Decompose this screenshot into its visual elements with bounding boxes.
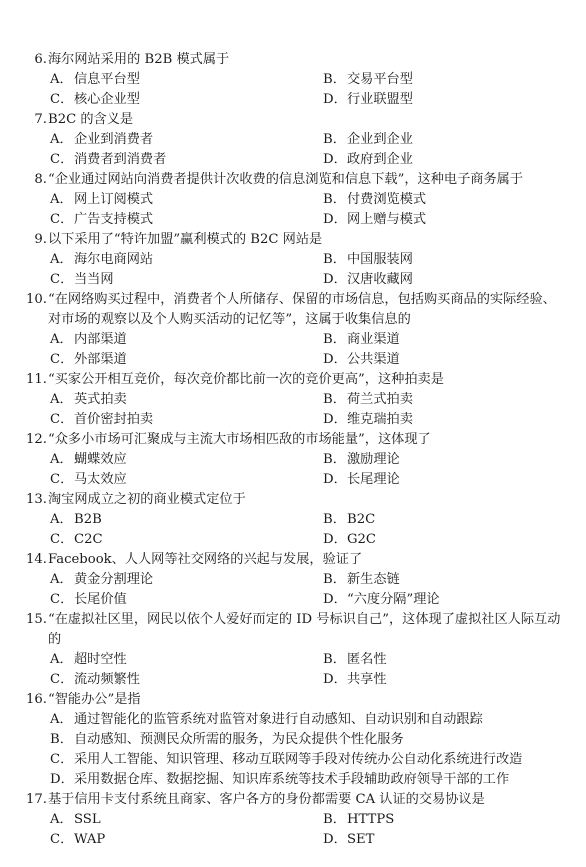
option-text: 超时空性 bbox=[74, 652, 127, 667]
question-stem bbox=[0, 170, 586, 190]
option-text: 自动感知、预测民众所需的服务，为民众提供个性化服务 bbox=[74, 732, 404, 747]
options-row bbox=[0, 90, 586, 110]
options-row bbox=[0, 670, 586, 690]
option-c bbox=[50, 830, 105, 850]
option-d bbox=[323, 90, 413, 110]
question-8 bbox=[0, 170, 586, 230]
option-letter: B． bbox=[323, 572, 346, 587]
question-number: 7. bbox=[34, 112, 47, 127]
option-text: 公共渠道 bbox=[347, 352, 400, 367]
option-d bbox=[323, 210, 426, 230]
option-b bbox=[50, 730, 404, 750]
question-stem bbox=[0, 50, 586, 70]
option-letter: C． bbox=[50, 532, 74, 547]
option-letter: C． bbox=[50, 672, 74, 687]
question-number: 12. bbox=[26, 432, 47, 447]
options-row bbox=[0, 650, 586, 670]
options-row bbox=[0, 730, 586, 750]
options-row bbox=[0, 710, 586, 730]
question-11 bbox=[0, 370, 586, 430]
option-a bbox=[50, 70, 140, 90]
option-letter: D． bbox=[323, 412, 347, 427]
option-letter: D． bbox=[323, 832, 347, 847]
option-letter: D． bbox=[50, 772, 74, 787]
option-text: 共享性 bbox=[347, 672, 387, 687]
question-12 bbox=[0, 430, 586, 490]
question-stem bbox=[0, 690, 586, 710]
option-text: 激励理论 bbox=[347, 452, 400, 467]
option-text: 汉唐收藏网 bbox=[347, 272, 413, 287]
option-d bbox=[323, 670, 387, 690]
option-letter: B． bbox=[50, 732, 73, 747]
option-d bbox=[323, 590, 440, 610]
option-b bbox=[323, 330, 400, 350]
question-stem bbox=[0, 790, 586, 810]
options-row bbox=[0, 590, 586, 610]
option-b bbox=[323, 70, 413, 90]
options-row bbox=[0, 390, 586, 410]
option-d bbox=[323, 270, 413, 290]
option-text: 通过智能化的监管系统对监管对象进行自动感知、自动识别和自动跟踪 bbox=[74, 712, 483, 727]
options-row bbox=[0, 810, 586, 830]
question-stem bbox=[0, 110, 586, 130]
option-text: 消费者到消费者 bbox=[74, 152, 167, 167]
option-text: 商业渠道 bbox=[347, 332, 400, 347]
question-14 bbox=[0, 550, 586, 610]
question-15 bbox=[0, 610, 586, 690]
question-text: “众多小市场可汇聚成与主流大市场相匹敌的市场能量”，这体现了 bbox=[48, 432, 431, 447]
options-row bbox=[0, 250, 586, 270]
option-text: 采用人工智能、知识管理、移动互联网等手段对传统办公自动化系统进行改造 bbox=[74, 752, 523, 767]
question-text: “在网络购买过程中，消费者个人所储存、保留的市场信息，包括购买商品的实际经验、对市场的观察以及个人购买活动的记忆等”，这属于收集信息的 bbox=[48, 292, 556, 327]
option-text: 行业联盟型 bbox=[347, 92, 413, 107]
option-text: 马太效应 bbox=[74, 472, 127, 487]
option-letter: C． bbox=[50, 352, 74, 367]
option-text: 长尾理论 bbox=[347, 472, 400, 487]
option-letter: B． bbox=[323, 812, 346, 827]
option-text: 英式拍卖 bbox=[74, 392, 127, 407]
option-text: HTTPS bbox=[347, 812, 395, 827]
question-text: 海尔网站采用的 B2B 模式属于 bbox=[48, 52, 230, 67]
option-letter: D． bbox=[323, 92, 347, 107]
question-10 bbox=[0, 290, 586, 370]
option-c bbox=[50, 670, 140, 690]
options-row bbox=[0, 410, 586, 430]
option-letter: A． bbox=[50, 392, 73, 407]
option-letter: B． bbox=[323, 452, 346, 467]
option-letter: B． bbox=[323, 392, 346, 407]
question-text: “买家公开相互竞价，每次竞价都比前一次的竞价更高”，这种拍卖是 bbox=[48, 372, 444, 387]
options-row bbox=[0, 510, 586, 530]
option-letter: B． bbox=[323, 192, 346, 207]
option-d bbox=[323, 530, 376, 550]
option-b bbox=[323, 130, 413, 150]
question-number: 8. bbox=[34, 172, 47, 187]
option-letter: D． bbox=[323, 592, 347, 607]
question-number: 9. bbox=[34, 232, 47, 247]
option-a bbox=[50, 570, 153, 590]
question-13 bbox=[0, 490, 586, 550]
option-text: 流动频繁性 bbox=[74, 672, 140, 687]
option-d bbox=[323, 470, 400, 490]
option-c bbox=[50, 210, 153, 230]
option-text: 维克瑞拍卖 bbox=[347, 412, 413, 427]
option-letter: D． bbox=[323, 152, 347, 167]
option-d bbox=[323, 150, 413, 170]
question-number: 10. bbox=[26, 292, 47, 307]
option-text: 网上赠与模式 bbox=[347, 212, 427, 227]
option-letter: D． bbox=[323, 352, 347, 367]
option-letter: D． bbox=[323, 532, 347, 547]
options-row bbox=[0, 350, 586, 370]
option-a bbox=[50, 130, 153, 150]
option-c bbox=[50, 410, 153, 430]
option-text: 海尔电商网站 bbox=[74, 252, 154, 267]
option-text: 企业到消费者 bbox=[74, 132, 154, 147]
question-text: B2C 的含义是 bbox=[48, 112, 134, 127]
option-letter: C． bbox=[50, 472, 74, 487]
question-9 bbox=[0, 230, 586, 290]
question-number: 16. bbox=[26, 692, 47, 707]
question-text: 淘宝网成立之初的商业模式定位于 bbox=[48, 492, 246, 507]
option-b bbox=[323, 390, 413, 410]
options-row bbox=[0, 770, 586, 790]
option-letter: D． bbox=[323, 672, 347, 687]
option-letter: B． bbox=[323, 512, 346, 527]
option-letter: C． bbox=[50, 412, 74, 427]
option-b bbox=[323, 510, 375, 530]
option-d bbox=[323, 830, 374, 850]
question-text: Facebook、人人网等社交网络的兴起与发展，验证了 bbox=[48, 552, 363, 567]
question-text: “企业通过网站向消费者提供计次收费的信息浏览和信息下载”，这种电子商务属于 bbox=[48, 172, 524, 187]
option-a bbox=[50, 250, 153, 270]
option-b bbox=[323, 450, 400, 470]
question-16 bbox=[0, 690, 586, 790]
exam-page bbox=[0, 50, 586, 850]
option-b bbox=[323, 190, 426, 210]
option-b bbox=[323, 650, 387, 670]
option-letter: A． bbox=[50, 652, 73, 667]
option-letter: B． bbox=[323, 652, 346, 667]
option-letter: D． bbox=[323, 272, 347, 287]
option-a bbox=[50, 710, 483, 730]
options-row bbox=[0, 130, 586, 150]
option-text: 交易平台型 bbox=[347, 72, 413, 87]
options-row bbox=[0, 270, 586, 290]
option-letter: B． bbox=[323, 72, 346, 87]
option-text: SET bbox=[347, 832, 375, 847]
question-7 bbox=[0, 110, 586, 170]
question-number: 15. bbox=[26, 612, 47, 627]
option-letter: A． bbox=[50, 252, 73, 267]
option-letter: C． bbox=[50, 752, 74, 767]
option-a bbox=[50, 190, 153, 210]
option-letter: A． bbox=[50, 452, 73, 467]
option-letter: D． bbox=[323, 472, 347, 487]
question-text: “在虚拟社区里，网民以依个人爱好而定的 ID 号标识自己”，这体现了虚拟社区人际互动的 bbox=[48, 612, 561, 647]
option-text: 新生态链 bbox=[347, 572, 400, 587]
option-c bbox=[50, 150, 166, 170]
option-letter: C． bbox=[50, 92, 74, 107]
option-text: 首价密封拍卖 bbox=[74, 412, 154, 427]
question-6 bbox=[0, 50, 586, 110]
option-text: 企业到企业 bbox=[347, 132, 413, 147]
option-c bbox=[50, 750, 522, 770]
option-text: 网上订阅模式 bbox=[74, 192, 154, 207]
option-text: 外部渠道 bbox=[74, 352, 127, 367]
option-letter: A． bbox=[50, 812, 73, 827]
question-stem bbox=[0, 290, 586, 330]
option-text: 中国服装网 bbox=[347, 252, 413, 267]
option-d bbox=[323, 350, 400, 370]
option-text: 当当网 bbox=[74, 272, 114, 287]
option-b bbox=[323, 810, 394, 830]
option-a bbox=[50, 450, 127, 470]
question-number: 6. bbox=[34, 52, 47, 67]
option-letter: D． bbox=[323, 212, 347, 227]
option-text: 蝴蝶效应 bbox=[74, 452, 127, 467]
option-letter: B． bbox=[323, 332, 346, 347]
option-a bbox=[50, 330, 127, 350]
options-row bbox=[0, 570, 586, 590]
option-c bbox=[50, 530, 103, 550]
option-c bbox=[50, 270, 114, 290]
option-letter: C． bbox=[50, 212, 74, 227]
option-text: SSL bbox=[74, 812, 101, 827]
option-text: WAP bbox=[74, 832, 106, 847]
option-a bbox=[50, 810, 101, 830]
option-letter: A． bbox=[50, 72, 73, 87]
option-letter: A． bbox=[50, 572, 73, 587]
option-text: B2C bbox=[347, 512, 376, 527]
option-c bbox=[50, 590, 127, 610]
option-a bbox=[50, 650, 127, 670]
option-letter: C． bbox=[50, 592, 74, 607]
option-text: 采用数据仓库、数据挖掘、知识库系统等技术手段辅助政府领导干部的工作 bbox=[74, 772, 510, 787]
option-letter: A． bbox=[50, 132, 73, 147]
option-text: 付费浏览模式 bbox=[347, 192, 427, 207]
option-c bbox=[50, 90, 140, 110]
question-text: 基于信用卡支付系统且商家、客户各方的身份都需要 CA 认证的交易协议是 bbox=[48, 792, 485, 807]
option-letter: B． bbox=[323, 132, 346, 147]
question-stem bbox=[0, 550, 586, 570]
option-a bbox=[50, 510, 102, 530]
option-c bbox=[50, 470, 127, 490]
question-number: 13. bbox=[26, 492, 47, 507]
option-letter: A． bbox=[50, 512, 73, 527]
question-stem bbox=[0, 230, 586, 250]
options-row bbox=[0, 750, 586, 770]
question-text: “智能办公”是指 bbox=[48, 692, 141, 707]
options-row bbox=[0, 150, 586, 170]
question-17 bbox=[0, 790, 586, 850]
option-text: G2C bbox=[347, 532, 377, 547]
option-text: “六度分隔”理论 bbox=[347, 592, 440, 607]
options-row bbox=[0, 450, 586, 470]
option-text: 信息平台型 bbox=[74, 72, 140, 87]
option-letter: C． bbox=[50, 152, 74, 167]
option-text: B2B bbox=[74, 512, 102, 527]
option-letter: A． bbox=[50, 712, 73, 727]
options-row bbox=[0, 530, 586, 550]
option-d bbox=[323, 410, 413, 430]
option-text: 荷兰式拍卖 bbox=[347, 392, 413, 407]
option-text: 黄金分割理论 bbox=[74, 572, 154, 587]
question-stem bbox=[0, 430, 586, 450]
option-text: 长尾价值 bbox=[74, 592, 127, 607]
options-row bbox=[0, 830, 586, 850]
question-text: 以下采用了“特许加盟”赢利模式的 B2C 网站是 bbox=[48, 232, 323, 247]
option-letter: A． bbox=[50, 332, 73, 347]
option-letter: C． bbox=[50, 832, 74, 847]
option-text: 广告支持模式 bbox=[74, 212, 154, 227]
option-text: 内部渠道 bbox=[74, 332, 127, 347]
question-number: 17. bbox=[26, 792, 47, 807]
option-text: 政府到企业 bbox=[347, 152, 413, 167]
options-row bbox=[0, 210, 586, 230]
option-letter: A． bbox=[50, 192, 73, 207]
option-text: 核心企业型 bbox=[74, 92, 140, 107]
question-stem bbox=[0, 490, 586, 510]
question-stem bbox=[0, 370, 586, 390]
option-a bbox=[50, 390, 127, 410]
option-text: 匿名性 bbox=[347, 652, 387, 667]
options-row bbox=[0, 470, 586, 490]
option-b bbox=[323, 570, 400, 590]
option-letter: B． bbox=[323, 252, 346, 267]
question-number: 14. bbox=[26, 552, 47, 567]
option-text: C2C bbox=[74, 532, 103, 547]
options-row bbox=[0, 190, 586, 210]
option-b bbox=[323, 250, 413, 270]
option-d bbox=[50, 770, 509, 790]
option-letter: C． bbox=[50, 272, 74, 287]
question-stem bbox=[0, 610, 586, 650]
options-row bbox=[0, 330, 586, 350]
option-c bbox=[50, 350, 127, 370]
question-number: 11. bbox=[26, 372, 47, 387]
options-row bbox=[0, 70, 586, 90]
